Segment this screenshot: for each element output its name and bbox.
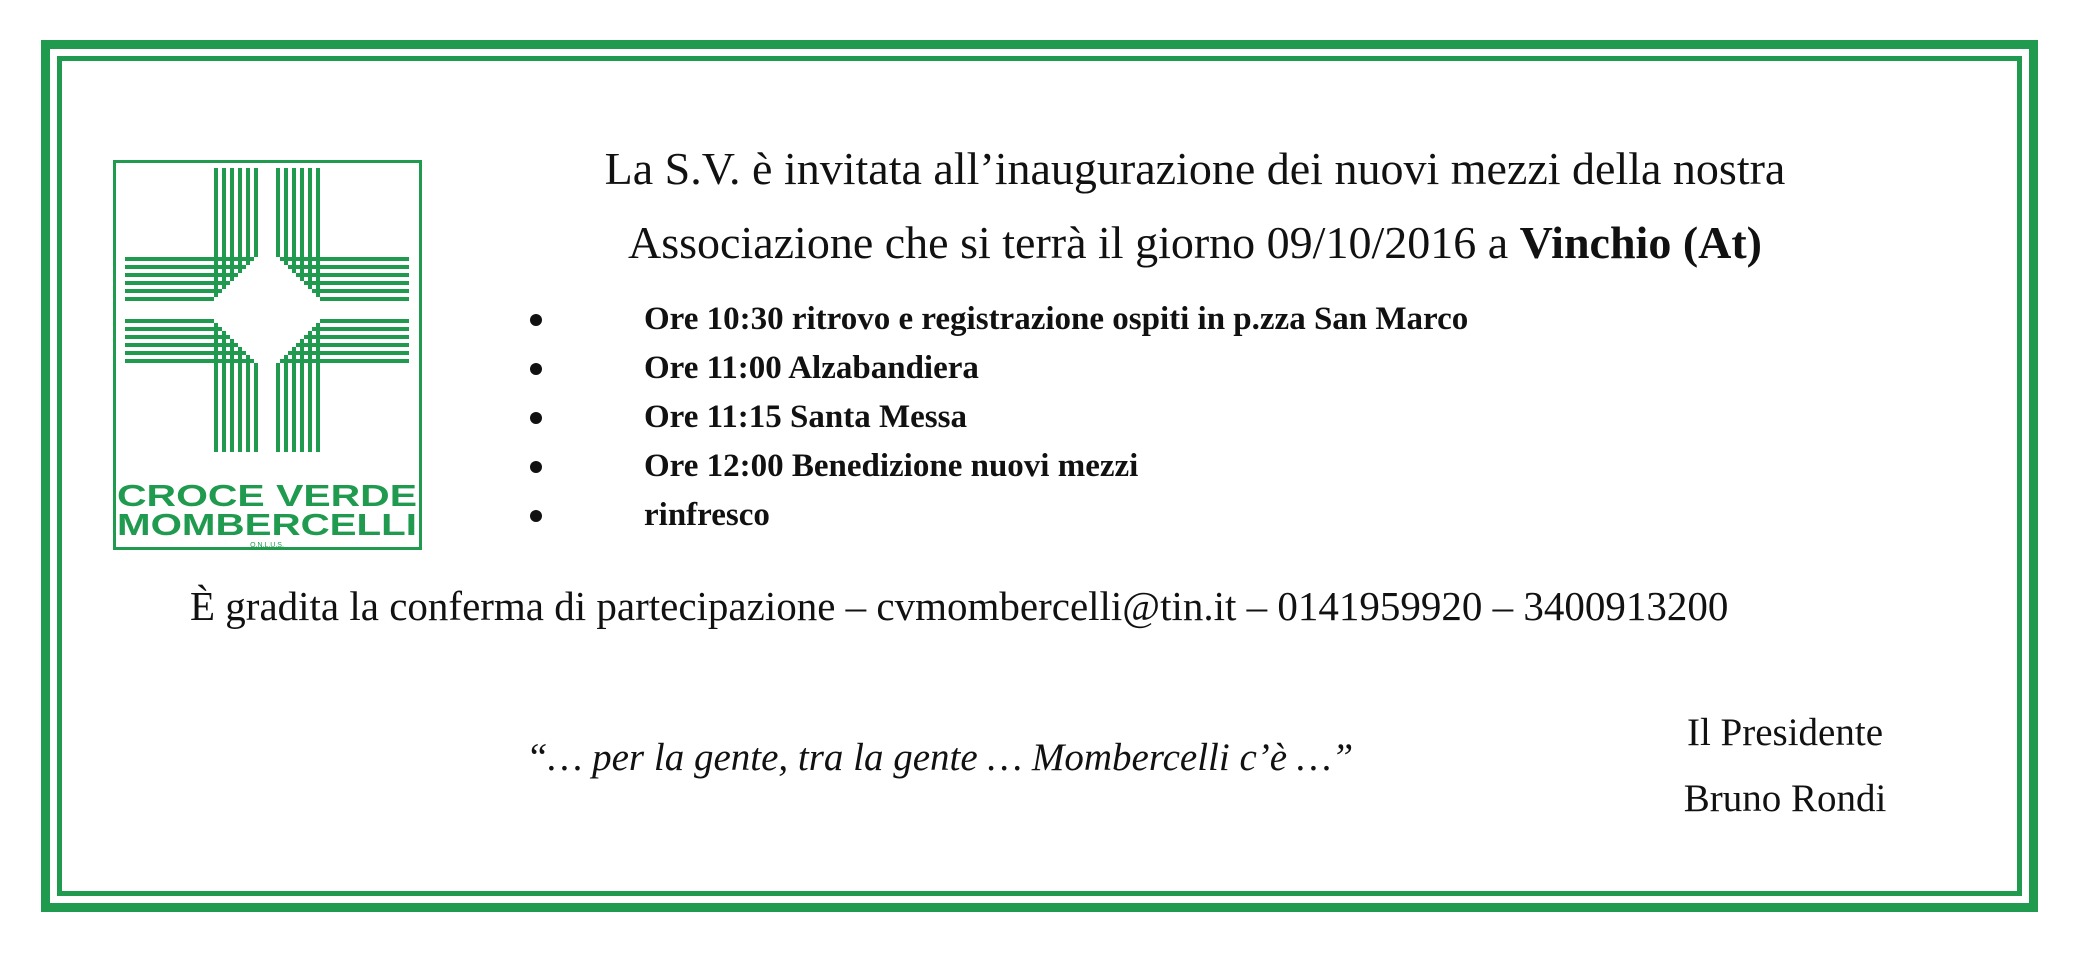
croce-verde-logo [113,160,422,550]
agenda-list [520,295,1468,540]
agenda-item: Ore 10:30 ritrovo e registrazione ospiti in p.zza San Marco [520,295,1468,344]
agenda-item: Ore 11:00 Alzabandiera [520,344,1468,393]
agenda-item: Ore 12:00 Benedizione nuovi mezzi [520,442,1468,491]
signature-role: Il Presidente [1686,711,1884,754]
headline-line-2-text: Associazione che si terrà il giorno 09/10/2016 a [628,217,1520,268]
headline-place: Vinchio (At) [1519,217,1762,268]
logo-line-3: O.N.L.U.S. [250,542,284,549]
motto-quote: “… per la gente, tra la gente … Mombercelli c’è …” [526,736,1354,779]
invitation-headline [470,132,1920,280]
agenda-item: Ore 11:15 Santa Messa [520,393,1468,442]
headline-line-2 [470,206,1920,280]
headline-line-1: La S.V. è invitata all’inaugurazione dei nuovi mezzi della nostra [604,143,1786,194]
signature-name: Bruno Rondi [1683,777,1887,820]
logo-line-1: CROCE VERDE [117,478,417,513]
logo-line-2: MOMBERCELLI [117,507,417,542]
agenda-item: rinfresco [520,491,1468,540]
rsvp-contact-line: È gradita la conferma di partecipazione – cvmombercelli@tin.it – 0141959920 – 3400913200 [190,583,1729,629]
signature-block [1640,700,1930,832]
